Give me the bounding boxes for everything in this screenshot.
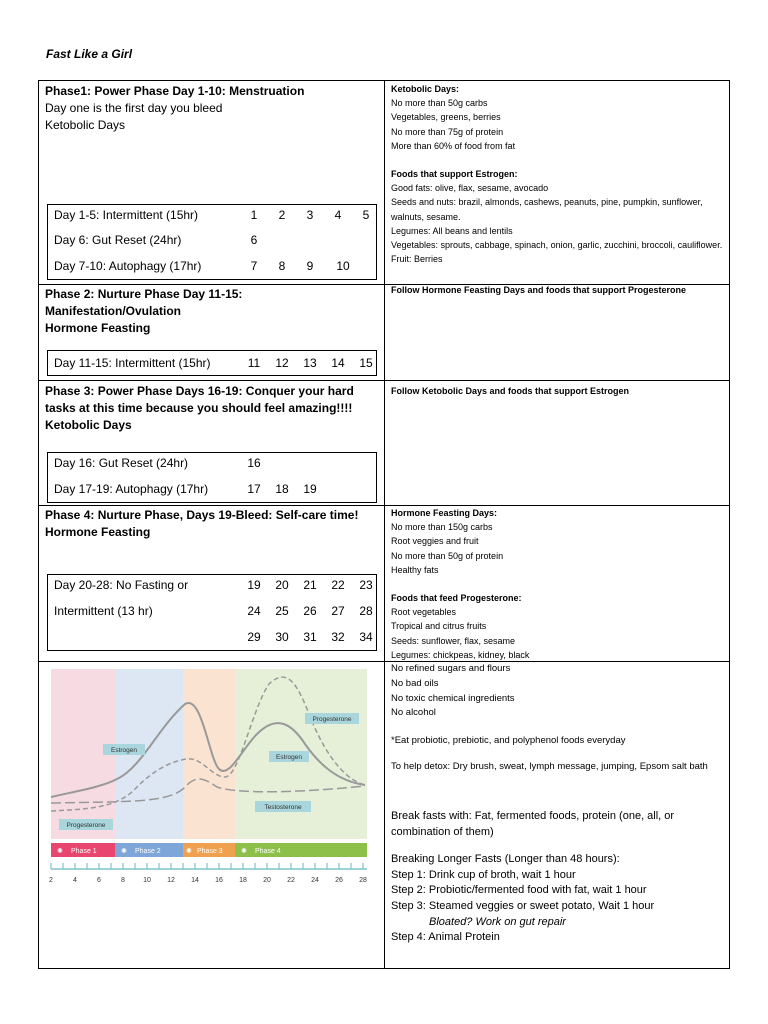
notes-line: Vegetables, greens, berries	[391, 112, 501, 123]
phase4-bar-label: Phase 4	[255, 848, 281, 855]
notes-line: Root vegetables	[391, 607, 457, 618]
day-number: 30	[275, 630, 289, 644]
notes-line: No more than 150g carbs	[391, 522, 493, 533]
phase2-heading	[45, 286, 379, 337]
day-number: 8	[278, 259, 286, 273]
day-number: 12	[275, 356, 289, 370]
day-number: 23	[359, 578, 373, 592]
notes-line: No more than 75g of protein	[391, 126, 504, 137]
day-number: 7	[250, 259, 258, 273]
notes-line: Legumes: All beans and lentils	[391, 225, 513, 236]
phase3-row-label: Day 16: Gut Reset (24hr)	[54, 456, 189, 470]
phase2-bar-label: Phase 2	[135, 848, 161, 855]
phase4-row-label: Day 20-28: No Fasting or	[54, 578, 189, 592]
phase4-line1: Hormone Feasting	[45, 525, 151, 539]
day-number: 19	[303, 482, 317, 496]
phase1-notes	[391, 82, 727, 266]
day-number: 1	[250, 208, 258, 222]
column-divider	[384, 81, 385, 968]
notes-line: Root veggies and fruit	[391, 536, 479, 547]
tick-label: 8	[121, 877, 125, 884]
day-number: 25	[275, 604, 289, 618]
day-number: 18	[275, 482, 289, 496]
notes-heading: Ketobolic Days:	[391, 84, 460, 94]
x-axis-ticks	[49, 863, 367, 884]
phase3-row-label: Day 17-19: Autophagy (17hr)	[54, 482, 209, 496]
notes-line: Healthy fats	[391, 564, 439, 575]
notes-line: Fruit: Berries	[391, 254, 443, 265]
day-number: 26	[303, 604, 317, 618]
rule-line: Break fasts with: Fat, fermented foods, protein (one, all, or combination of them)	[391, 810, 675, 838]
day-number: 31	[303, 630, 317, 644]
notes-heading: Foods that support Estrogen:	[391, 169, 518, 180]
notes-line: No more than 50g carbs	[391, 98, 488, 109]
tick-label: 6	[97, 877, 101, 884]
phase3-sun-icon: ✺	[186, 848, 192, 855]
day-number: 27	[331, 604, 345, 618]
phase-table	[38, 80, 730, 969]
progesterone-label: Progesterone	[312, 716, 352, 723]
hormone-cycle-chart	[47, 669, 377, 899]
notes-line: Legumes: chickpeas, kidney, black	[391, 649, 530, 660]
day-number: 6	[250, 233, 258, 247]
step-note: Bloated? Work on gut repair	[429, 915, 566, 928]
phase4-row-label: Intermittent (13 hr)	[54, 604, 153, 618]
day-number: 14	[331, 356, 345, 370]
phase1-title: Phase1: Power Phase Day 1-10: Menstruation	[45, 84, 305, 98]
rule-line: No bad oils	[391, 677, 439, 689]
day-number: 28	[359, 604, 373, 618]
day-number: 10	[336, 259, 350, 273]
phase4-notes	[391, 506, 727, 662]
day-number: 20	[275, 578, 289, 592]
phase1-row-label: Day 7-10: Autophagy (17hr)	[54, 259, 202, 273]
estrogen-label: Estrogen	[110, 747, 138, 754]
rule-line: *Eat probiotic, prebiotic, and polyphenol foods everyday	[391, 735, 626, 747]
phase1-heading	[45, 83, 379, 134]
tick-label: 12	[167, 877, 175, 884]
day-number: 19	[247, 578, 261, 592]
notes-line: Seeds: sunflower, flax, sesame	[391, 635, 516, 646]
rule-line: To help detox: Dry brush, sweat, lymph message, jumping, Epsom salt bath	[391, 760, 708, 772]
rule-line: Breaking Longer Fasts (Longer than 48 hours):	[391, 853, 620, 866]
phase1-bar-label: Phase 1	[71, 848, 97, 855]
phase2-line1: Hormone Feasting	[45, 321, 151, 335]
day-number: 15	[359, 356, 373, 370]
day-number: 2	[278, 208, 286, 222]
phase3-bar-label: Phase 3	[197, 848, 223, 855]
tick-label: 20	[263, 877, 271, 884]
day-number: 3	[306, 208, 314, 222]
notes-heading: Hormone Feasting Days:	[391, 508, 498, 518]
tick-label: 2	[49, 877, 53, 884]
day-number: 24	[247, 604, 261, 618]
day-number: 16	[247, 456, 261, 470]
phase4-title: Phase 4: Nurture Phase, Days 19-Bleed: Self-care time!	[45, 508, 359, 522]
day-number: 4	[334, 208, 342, 222]
day-number: 5	[362, 208, 370, 222]
day-number: 32	[331, 630, 345, 644]
notes-line: Good fats: olive, flax, sesame, avocado	[391, 183, 549, 194]
tick-label: 16	[215, 877, 223, 884]
rule-line: No refined sugars and flours	[391, 663, 511, 674]
phase2-schedule-box	[47, 350, 377, 376]
tick-label: 22	[287, 877, 295, 884]
phase4-schedule-box	[47, 574, 377, 651]
phase1-row-label: Day 1-5: Intermittent (15hr)	[54, 208, 199, 222]
phase1-line1: Day one is the first day you bleed	[45, 101, 223, 115]
tick-label: 4	[73, 877, 77, 884]
day-number: 21	[303, 578, 317, 592]
phase1-line2: Ketobolic Days	[45, 118, 126, 132]
general-rules	[391, 662, 727, 775]
phase4-heading	[45, 507, 379, 541]
phase4-sun-icon: ✺	[241, 848, 247, 855]
notes-heading: Foods that feed Progesterone:	[391, 593, 522, 604]
phase3-title: Phase 3: Power Phase Days 16-19: Conquer your hard tasks at this time because you should feel amazing!!!!	[45, 384, 354, 415]
tick-label: 24	[311, 877, 319, 884]
breaking-fasts	[391, 809, 727, 946]
estrogen-label-2: Estrogen	[275, 754, 303, 761]
phase2-title: Phase 2: Nurture Phase Day 11-15: Manifestation/Ovulation	[45, 287, 243, 318]
phase1-schedule-box	[47, 204, 377, 280]
testosterone-label: Testosterone	[264, 804, 302, 811]
phase3-schedule-box	[47, 452, 377, 503]
document-title: Fast Like a Girl	[46, 47, 133, 61]
day-number: 29	[247, 630, 261, 644]
rule-line: No toxic chemical ingredients	[391, 692, 515, 704]
phase2-note: Follow Hormone Feasting Days and foods that support Progesterone	[391, 285, 687, 295]
tick-label: 14	[191, 877, 199, 884]
day-number: 11	[247, 356, 261, 370]
progesterone-label-2: Progesterone	[66, 822, 106, 829]
phase3-note: Follow Ketobolic Days and foods that support Estrogen	[391, 386, 630, 396]
phase1-sun-icon: ✺	[57, 848, 63, 855]
notes-line: Vegetables: sprouts, cabbage, spinach, onion, garlic, zucchini, broccoli, cauliflower.	[391, 240, 723, 251]
tick-label: 26	[335, 877, 343, 884]
step-line: Step 1: Drink cup of broth, wait 1 hour	[391, 868, 576, 881]
row-divider	[39, 380, 729, 381]
notes-line: Tropical and citrus fruits	[391, 621, 487, 632]
phase3-line1: Ketobolic Days	[45, 418, 132, 432]
notes-line: No more than 50g of protein	[391, 550, 504, 561]
day-number: 22	[331, 578, 345, 592]
phase2-row-label: Day 11-15: Intermittent (15hr)	[54, 356, 211, 370]
step-line: Step 4: Animal Protein	[391, 931, 500, 944]
day-number: 34	[359, 630, 373, 644]
notes-line: Seeds and nuts: brazil, almonds, cashews, peanuts, pine, pumpkin, sunflower, walnuts, sesame.	[391, 197, 703, 222]
step-line: Step 3: Steamed veggies or sweet potato, Wait 1 hour	[391, 899, 655, 912]
phase3-background	[183, 669, 235, 839]
notes-line: More than 60% of food from fat	[391, 140, 516, 151]
tick-label: 28	[359, 877, 367, 884]
phase3-heading	[45, 383, 379, 434]
day-number: 9	[306, 259, 314, 273]
step-line: Step 2: Probiotic/fermented food with fat, wait 1 hour	[391, 884, 647, 897]
tick-label: 18	[239, 877, 247, 884]
day-number: 17	[247, 482, 261, 496]
rule-line: No alcohol	[391, 707, 436, 719]
phase1-row-label: Day 6: Gut Reset (24hr)	[54, 233, 182, 247]
day-number: 13	[303, 356, 317, 370]
tick-label: 10	[143, 877, 151, 884]
phase2-sun-icon: ✺	[121, 848, 127, 855]
